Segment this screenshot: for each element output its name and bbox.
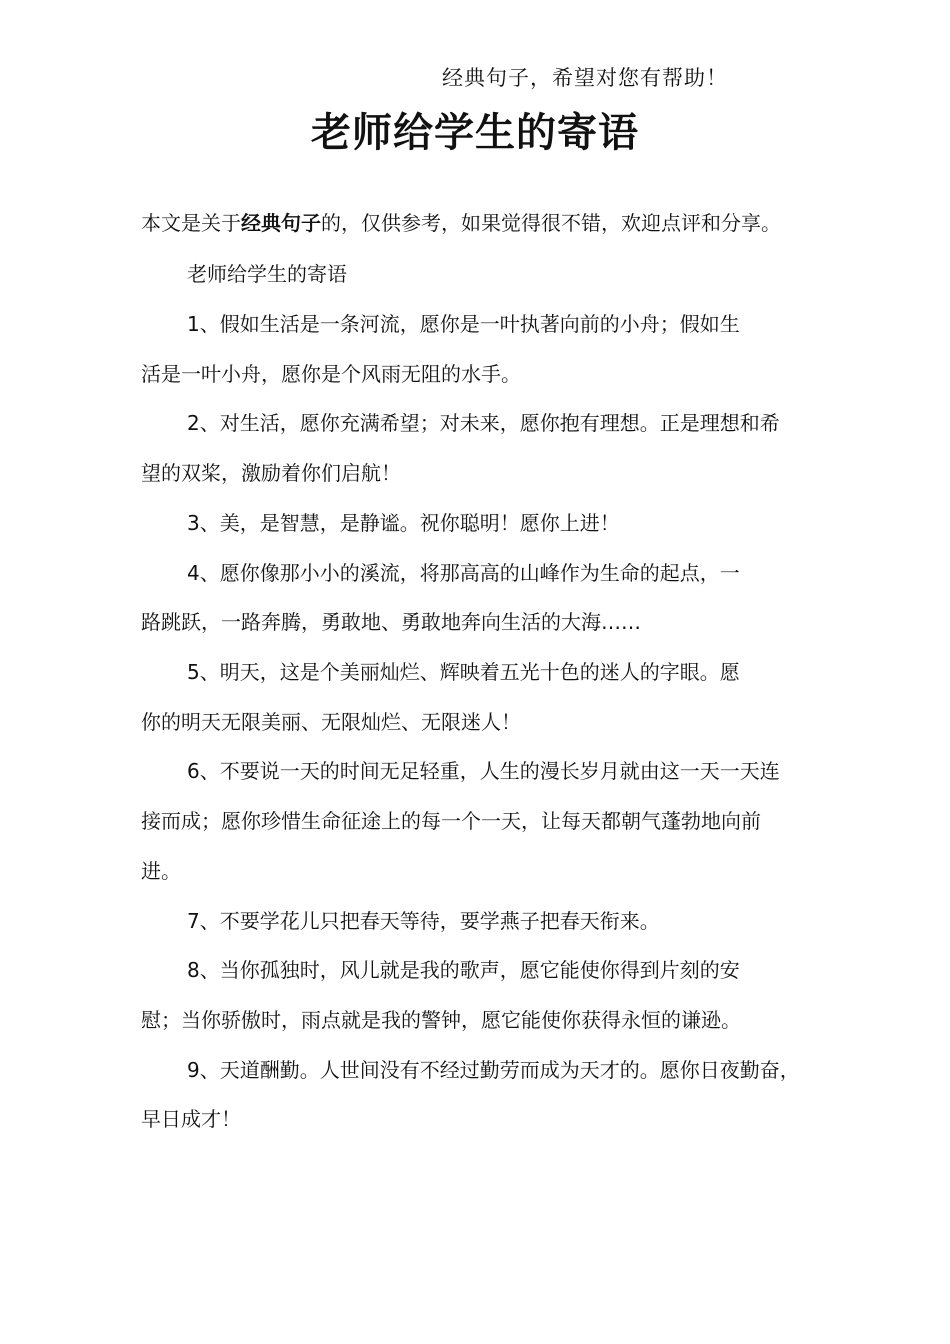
page-title: 老师给学生的寄语: [311, 110, 639, 156]
item-7-line-1: 7、不要学花儿只把春天等待，要学燕子把春天衔来。: [187, 909, 660, 933]
intro-text-before: 本文是关于: [141, 211, 241, 235]
intro-text-after: 的，仅供参考，如果觉得很不错，欢迎点评和分享。: [321, 211, 781, 235]
intro-keyword: 经典句子: [241, 211, 321, 235]
item-2-line-1: 2、对生活，愿你充满希望；对未来，愿你抱有理想。正是理想和希: [187, 411, 780, 435]
subtitle: 老师给学生的寄语: [187, 262, 347, 286]
item-3-line-1: 3、美，是智慧，是静谧。祝你聪明！愿你上进！: [187, 511, 620, 535]
item-4-line-2: 路跳跃，一路奔腾，勇敢地、勇敢地奔向生活的大海……: [141, 610, 641, 634]
header-note: 经典句子，希望对您有帮助！: [442, 66, 728, 90]
item-8-line-2: 慰；当你骄傲时，雨点就是我的警钟，愿它能使你获得永恒的谦逊。: [141, 1008, 741, 1032]
item-8-line-1: 8、当你孤独时，风儿就是我的歌声，愿它能使你得到片刻的安: [187, 958, 740, 982]
item-9-line-2: 早日成才！: [141, 1107, 241, 1131]
item-5-line-1: 5、明天，这是个美丽灿烂、辉映着五光十色的迷人的字眼。愿: [187, 660, 740, 684]
item-2-line-2: 望的双桨，激励着你们启航！: [141, 461, 401, 485]
item-9-line-1: 9、天道酬勤。人世间没有不经过勤劳而成为天才的。愿你日夜勤奋，: [187, 1058, 800, 1082]
item-6-line-3: 进。: [141, 859, 181, 883]
item-4-line-1: 4、愿你像那小小的溪流，将那高高的山峰作为生命的起点，一: [187, 561, 740, 585]
item-6-line-1: 6、不要说一天的时间无足轻重，人生的漫长岁月就由这一天一天连: [187, 759, 780, 783]
item-6-line-2: 接而成；愿你珍惜生命征途上的每一个一天，让每天都朝气蓬勃地向前: [141, 809, 761, 833]
intro-paragraph: [141, 210, 781, 236]
item-5-line-2: 你的明天无限美丽、无限灿烂、无限迷人！: [141, 710, 521, 734]
item-1-line-2: 活是一叶小舟，愿你是个风雨无阻的水手。: [141, 362, 521, 386]
item-1-line-1: 1、假如生活是一条河流，愿你是一叶执著向前的小舟；假如生: [187, 312, 740, 336]
